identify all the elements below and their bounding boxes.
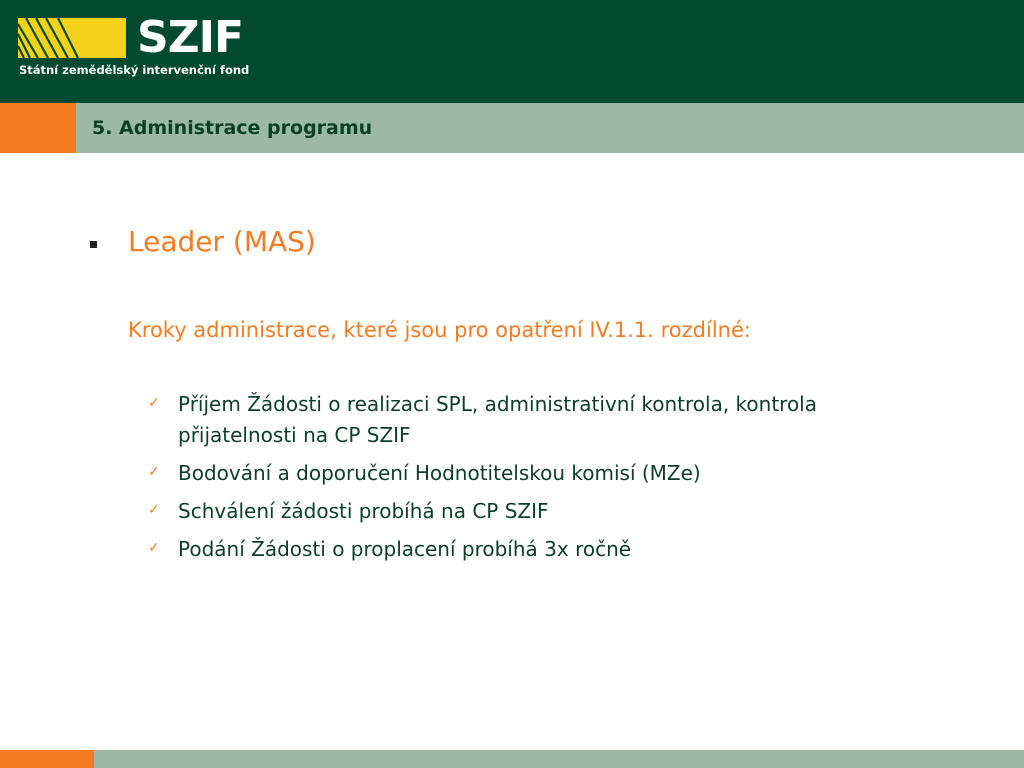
header	[0, 0, 1024, 103]
checkmark-icon: ✓	[148, 540, 160, 556]
footer-bar	[0, 750, 1024, 768]
list-item-text: Bodování a doporučení Hodnotitelskou komisí (MZe)	[178, 461, 701, 485]
title-bar	[0, 103, 1024, 153]
square-bullet-icon	[90, 241, 97, 248]
bullet-heading: Leader (MAS)	[128, 225, 316, 258]
list-item-text: Podání Žádosti o proplacení probíhá 3x ročně	[178, 537, 632, 561]
checkmark-icon: ✓	[148, 464, 160, 480]
list-item	[148, 496, 928, 527]
checkmark-icon: ✓	[148, 395, 160, 411]
logo-tagline: Státní zemědělský intervenční fond	[19, 63, 250, 77]
field-rows-icon	[18, 18, 126, 58]
list-item	[148, 534, 928, 565]
slide-content	[0, 153, 1024, 750]
szif-logo	[18, 12, 250, 84]
list-item-text: Schválení žádosti probíhá na CP SZIF	[178, 499, 549, 523]
footer-accent	[0, 750, 94, 768]
title-accent	[0, 103, 76, 153]
slide-title: 5. Administrace programu	[92, 117, 373, 139]
list-item	[148, 389, 928, 451]
checklist	[148, 389, 928, 572]
list-item-text: Příjem Žádosti o realizaci SPL, administrativní kontrola, kontrola přijatelnosti na CP SZIF	[178, 392, 817, 447]
list-item	[148, 458, 928, 489]
checkmark-icon: ✓	[148, 502, 160, 518]
subheading: Kroky administrace, které jsou pro opatření IV.1.1. rozdílné:	[128, 318, 751, 342]
logo-wordmark: SZIF	[137, 12, 244, 63]
